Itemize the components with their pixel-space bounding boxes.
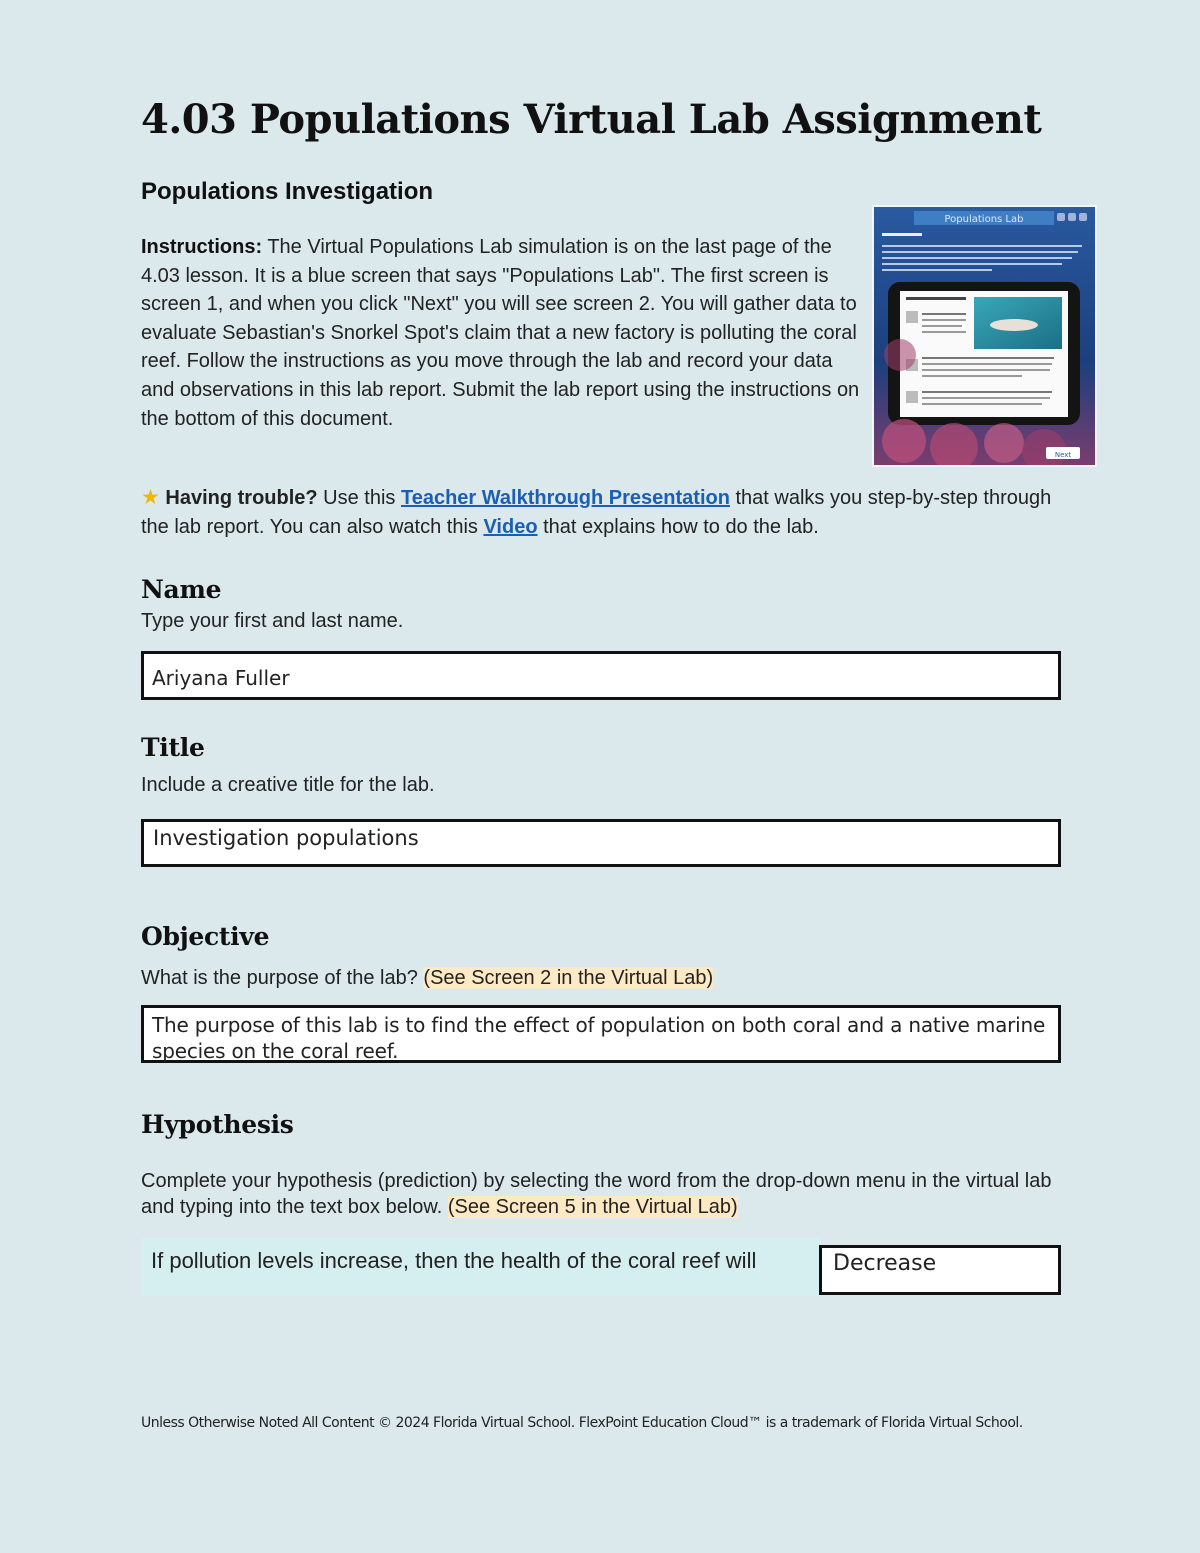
hypothesis-stem: If pollution levels increase, then the health of the coral reef will (151, 1248, 757, 1273)
objective-prompt (141, 965, 1071, 991)
title-heading: Title (141, 733, 205, 762)
title-input[interactable]: Investigation populations (141, 819, 1061, 867)
name-heading: Name (141, 575, 222, 604)
hypothesis-heading: Hypothesis (141, 1110, 294, 1139)
video-link[interactable]: Video (483, 515, 538, 538)
objective-input[interactable]: The purpose of this lab is to find the effect of population on both coral and a native marine species on the coral reef. (141, 1005, 1061, 1063)
help-paragraph (141, 484, 1071, 541)
star-icon: ★ (141, 486, 160, 509)
name-prompt: Type your first and last name. (141, 610, 404, 632)
hypothesis-statement-band (141, 1238, 821, 1296)
thumbnail-title: Populations Lab (944, 214, 1024, 225)
instructions-paragraph (141, 233, 861, 433)
help-text-3: that explains how to do the lab. (537, 515, 819, 538)
lab-screenshot-thumbnail (872, 205, 1097, 467)
section-subtitle: Populations Investigation (141, 178, 434, 205)
thumbnail-next-button: Next (1054, 451, 1072, 459)
objective-prompt-text: What is the purpose of the lab? (141, 967, 424, 989)
help-text-1: Use this (317, 487, 401, 509)
name-input[interactable]: Ariyana Fuller (141, 651, 1061, 700)
objective-heading: Objective (141, 922, 270, 951)
page-title: 4.03 Populations Virtual Lab Assignment (141, 96, 1042, 143)
hypothesis-answer-input[interactable]: Decrease (819, 1245, 1061, 1295)
hypothesis-prompt (141, 1168, 1071, 1220)
instructions-text: The Virtual Populations Lab simulation is on the last page of the 4.03 lesson. It is a blue screen that says "Populations Lab". The first screen is screen 1, and when you click "Next" you will see screen 2. You will gather data to evaluate Sebastian's Snorkel Spot's claim that a new factory is polluting the coral reef. Follow the instructions as you move through the lab and record your data and observations in this lab report. Submit the lab report using the instructions on the bottom of this document. (141, 236, 860, 430)
hypothesis-hint: (See Screen 5 in the Virtual Lab) (447, 1196, 738, 1218)
copyright-footer: Unless Otherwise Noted All Content © 2024 Florida Virtual School. FlexPoint Education Cloud™ is a trademark of Florida Virtual School. (141, 1415, 1023, 1431)
hypothesis-prompt-text: Complete your hypothesis (prediction) by selecting the word from the drop-down menu in the virtual lab and typing into the text box below. (141, 1170, 1052, 1218)
objective-hint: (See Screen 2 in the Virtual Lab) (423, 967, 714, 989)
help-label: Having trouble? (165, 487, 318, 509)
title-prompt: Include a creative title for the lab. (141, 774, 435, 796)
help-text-2: that walks you step-by-step through the lab report. You can also watch this (141, 487, 1052, 538)
teacher-walkthrough-link[interactable]: Teacher Walkthrough Presentation (400, 487, 730, 509)
instructions-label: Instructions: (141, 236, 263, 258)
